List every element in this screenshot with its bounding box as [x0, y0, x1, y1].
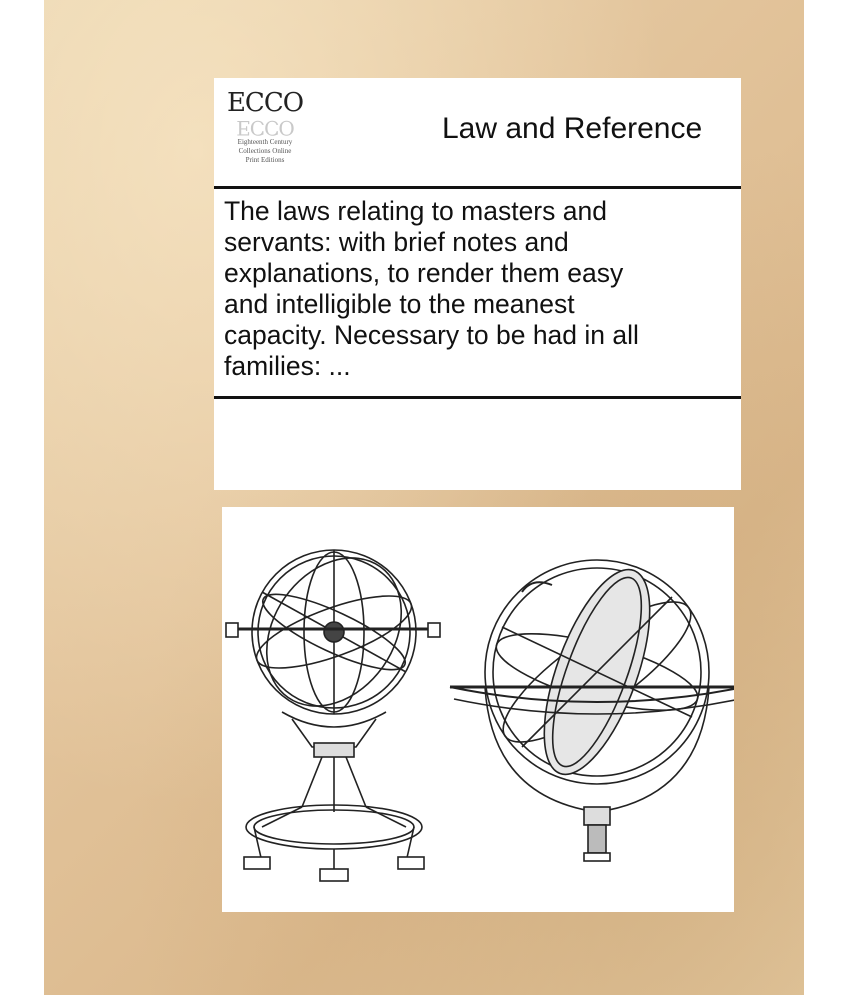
title-line: capacity. Necessary to be had in all	[224, 320, 639, 350]
logo-line-2: Collections Online	[238, 147, 292, 155]
ecco-logo	[224, 90, 306, 180]
title-line: and intelligible to the meanest	[224, 289, 575, 319]
left-armillary-sphere-illustration	[226, 532, 440, 881]
book-cover	[44, 0, 804, 995]
book-title	[224, 196, 734, 382]
logo-mark: ECCO	[226, 88, 304, 118]
right-armillary-sphere-illustration	[450, 557, 734, 861]
title-panel	[214, 78, 741, 490]
title-line: families: ...	[224, 351, 351, 381]
logo-reflection: ECCO	[236, 116, 294, 140]
title-line: servants: with brief notes and	[224, 227, 569, 257]
illustration-panel	[222, 507, 734, 912]
bottom-rule	[214, 396, 741, 399]
logo-line-3: Print Editions	[245, 156, 285, 164]
series-label: Law and Reference	[442, 112, 703, 145]
logo-line-1: Eighteenth Century	[237, 138, 293, 146]
top-rule	[214, 186, 741, 189]
title-line: explanations, to render them easy	[224, 258, 624, 288]
cover-header	[214, 78, 741, 186]
title-line: The laws relating to masters and	[224, 196, 607, 226]
